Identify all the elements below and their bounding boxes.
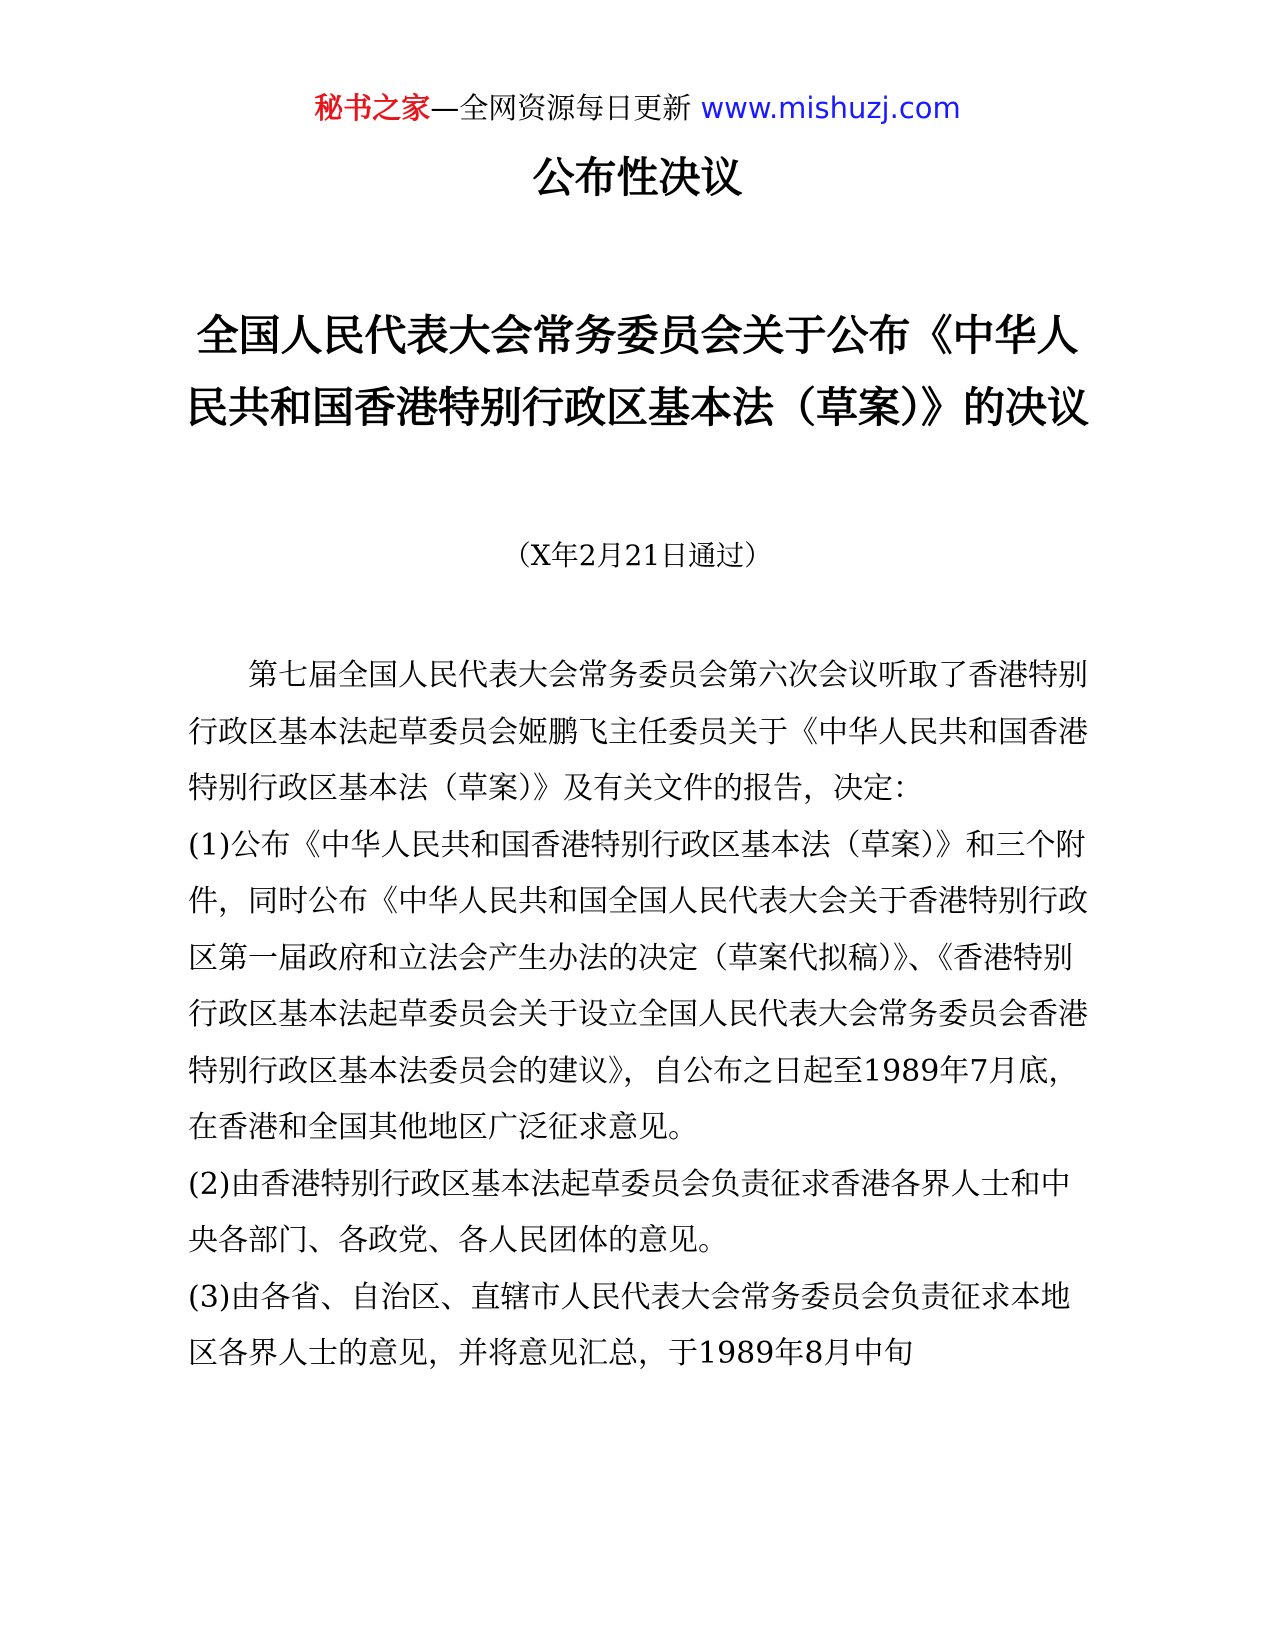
document-title: 全国人民代表大会常务委员会关于公布《中华人民共和国香港特别行政区基本法（草案）》的决议 [185,311,1089,432]
body-paragraph-item-3: (3)由各省、自治区、直辖市人民代表大会常务委员会负责征求本地区各界人士的意见，并将意见汇总，于1989年8月中旬 [188,1279,1071,1371]
body-paragraph-item-2: (2)由香港特别行政区基本法起草委员会负责征求香港各界人士和中央各部门、各政党、各人民团体的意见。 [188,1166,1071,1258]
brand-name: 秘书之家 [314,91,431,125]
body-paragraph-intro: 第七届全国人民代表大会常务委员会第六次会议听取了香港特别行政区基本法起草委员会姬鹏飞主任委员关于《中华人民共和国香港特别行政区基本法（草案）》及有关文件的报告，决定： [188,658,1088,806]
site-url-link[interactable]: www.mishuzj.com [700,91,961,125]
passed-date-note: （X年2月21日通过） [502,539,773,572]
document-type-heading: 公布性决议 [532,153,743,202]
body-paragraph-item-1: (1)公布《中华人民共和国香港特别行政区基本法（草案）》和三个附件，同时公布《中华人民共和国全国人民代表大会关于香港特别行政区第一届政府和立法会产生办法的决定（草案代拟稿）》、《香港特别行政区基本法起草委员会关于设立全国人民代表大会常务委员会香港特别行政区基本法委员会的建议》，自公布之日起至1989年7月底，在香港和全国其他地区广泛征求意见。 [188,827,1088,1145]
header-slogan: —全网资源每日更新 [430,91,692,125]
document-body [188,648,1088,1383]
site-header [0,88,1275,128]
